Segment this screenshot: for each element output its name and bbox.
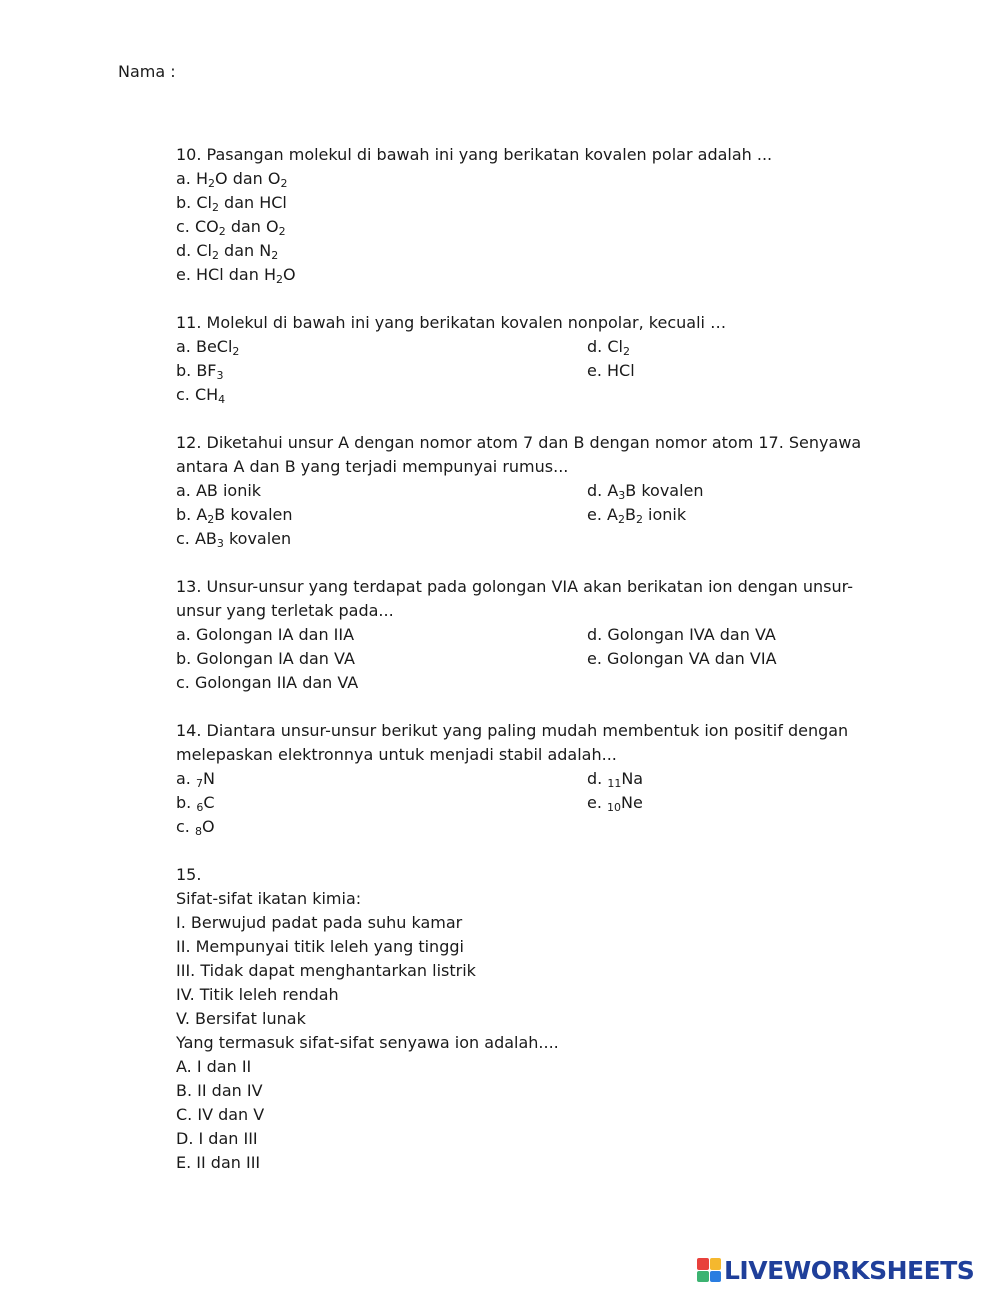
q10-option-a: a. $H_2O$ dan $O_2$: [176, 169, 288, 190]
q15-option-d: D. I dan III: [176, 1129, 258, 1148]
q14-option-a: a. 7N: [176, 769, 215, 790]
q14-question-line1: 14. Diantara unsur-unsur berikut yang paling mudah membentuk ion positif dengan: [176, 721, 849, 740]
q12-option-b: b. $A_2B$ kovalen: [176, 505, 293, 526]
name-label: Nama :: [118, 62, 176, 81]
logo-square-blue: [710, 1271, 722, 1283]
q14-question-line2: melepaskan elektronnya untuk menjadi stabil adalah...: [176, 745, 617, 764]
q14-option-d: d. 11Na: [587, 769, 644, 790]
q11-option-c: c. $CH_4$: [176, 385, 226, 406]
worksheet-content: [176, 143, 896, 1175]
q15-statement-2: II. Mempunyai titik leleh yang tinggi: [176, 937, 464, 956]
q13-option-e: e. Golongan VA dan VIA: [587, 649, 777, 668]
q15-statement-1: I. Berwujud padat pada suhu kamar: [176, 913, 463, 932]
q11-option-a: a. BeCl$_2$: [176, 337, 240, 358]
logo-square-green: [697, 1271, 709, 1283]
q14-option-b: b. 6C: [176, 793, 215, 814]
q14-option-e: e. 10Ne: [587, 793, 643, 814]
q12-question-line2: antara A dan B yang terjadi mempunyai rumus...: [176, 457, 569, 476]
q10-option-b: b. $Cl_2$ dan HCl: [176, 193, 287, 214]
q12-question-line1: 12. Diketahui unsur A dengan nomor atom 7 dan B dengan nomor atom 17. Senyawa: [176, 433, 862, 452]
liveworksheets-logo-text: LIVEWORKSHEETS: [724, 1255, 975, 1285]
q10-question: 10. Pasangan molekul di bawah ini yang berikatan kovalen polar adalah ...: [176, 145, 773, 164]
q15-intro: Sifat-sifat ikatan kimia:: [176, 889, 362, 908]
q15-statement-3: III. Tidak dapat menghantarkan listrik: [176, 961, 476, 980]
q13-question-line2: unsur yang terletak pada...: [176, 601, 394, 620]
q11-option-d: d. $Cl_2$: [587, 337, 630, 358]
q13-option-a: a. Golongan IA dan IIA: [176, 625, 355, 644]
logo-square-red: [697, 1258, 709, 1270]
q13-option-d: d. Golongan IVA dan VA: [587, 625, 776, 644]
q10-option-d: d. $Cl_2$ dan $N_2$: [176, 241, 279, 262]
q12-option-d: d. $A_3B$ kovalen: [587, 481, 704, 502]
q15-option-c: C. IV dan V: [176, 1105, 265, 1124]
q12-option-a: a. AB ionik: [176, 481, 262, 500]
q12-option-c: c. $AB_3$ kovalen: [176, 529, 292, 550]
q13-option-b: b. Golongan IA dan VA: [176, 649, 355, 668]
q15-option-b: B. II dan IV: [176, 1081, 263, 1100]
liveworksheets-logo: [697, 1256, 974, 1284]
logo-square-yellow: [710, 1258, 722, 1270]
q15-statement-4: IV. Titik leleh rendah: [176, 985, 339, 1004]
q11-question: 11. Molekul di bawah ini yang berikatan kovalen nonpolar, kecuali …: [176, 313, 727, 332]
q12-option-e: e. $A_2B_2$ ionik: [587, 505, 687, 526]
q14-option-c: c. 8O: [176, 817, 215, 838]
q11-option-b: b. $BF_3$: [176, 361, 224, 382]
q10-option-e: e. HCl dan $H_2O$: [176, 265, 296, 286]
q15-option-e: E. II dan III: [176, 1153, 261, 1172]
q15-number: 15.: [176, 865, 202, 884]
q15-question: Yang termasuk sifat-sifat senyawa ion adalah....: [176, 1033, 559, 1052]
q15-statement-5: V. Bersifat lunak: [176, 1009, 306, 1028]
q13-question-line1: 13. Unsur-unsur yang terdapat pada golongan VIA akan berikatan ion dengan unsur-: [176, 577, 853, 596]
q15-option-a: A. I dan II: [176, 1057, 252, 1076]
q13-option-c: c. Golongan IIA dan VA: [176, 673, 359, 692]
q11-option-e: e. HCl: [587, 361, 635, 380]
q10-option-c: c. $CO_2$ dan $O_2$: [176, 217, 286, 238]
liveworksheets-logo-icon: [697, 1258, 721, 1282]
